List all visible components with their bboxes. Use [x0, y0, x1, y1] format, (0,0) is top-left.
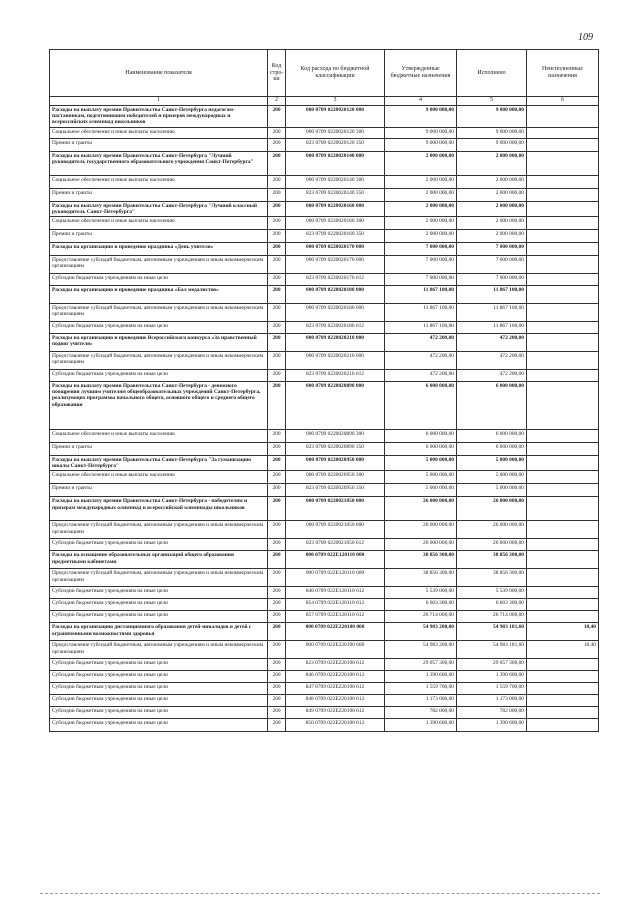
- row-name-cell: Премии и гранты: [50, 188, 268, 201]
- row-expense-code-cell: 848 0709 022E220100 612: [286, 695, 385, 707]
- row-executed-cell: 7 000 000,00: [457, 243, 527, 256]
- row-name-cell: Премии и гранты: [50, 138, 268, 151]
- row-unexecuted-cell: [527, 352, 599, 370]
- row-name-cell: Социальное обеспечение и иные выплаты населению: [50, 471, 268, 484]
- row-executed-cell: 782 000,00: [457, 707, 527, 719]
- row-executed-cell: 2 000 000,00: [457, 188, 527, 201]
- row-name-cell: Расходы на организацию и проведение праздника «Бал медалистов»: [50, 286, 268, 304]
- row-line-code-cell: 200: [268, 175, 286, 188]
- table-header-row: [50, 50, 599, 97]
- table-row: [50, 230, 599, 243]
- row-unexecuted-cell: [527, 611, 599, 623]
- row-approved-cell: 26 000 000,00: [385, 539, 457, 551]
- row-approved-cell: 2 000 000,00: [385, 217, 457, 230]
- row-expense-code-cell: 000 0709 0220020950 000: [286, 456, 385, 471]
- row-name-cell: Предоставление субсидий бюджетным, автономным учреждениям и иным некоммерческим организациям: [50, 256, 268, 274]
- row-unexecuted-cell: [527, 683, 599, 695]
- table-row: [50, 707, 599, 719]
- row-name-cell: Расходы на оснащение образовательных организаций общего образования предметными кабинетами: [50, 551, 268, 569]
- row-name-cell: Расходы на выплату премии Правительства Санкт-Петербурга "Лучший руководитель государственного образовательного учреждения Санкт-Петербурга": [50, 151, 268, 175]
- row-expense-code-cell: 847 0709 022E220100 612: [286, 683, 385, 695]
- row-unexecuted-cell: [527, 569, 599, 587]
- row-name-cell: Субсидии бюджетным учреждениям на иные цели: [50, 274, 268, 286]
- row-expense-code-cell: 000 0709 0220020140 300: [286, 175, 385, 188]
- row-expense-code-cell: 823 0709 0220020210 612: [286, 370, 385, 382]
- row-expense-code-cell: 823 0709 0220020160 350: [286, 230, 385, 243]
- table-row: [50, 471, 599, 484]
- row-approved-cell: 7 000 000,00: [385, 243, 457, 256]
- row-approved-cell: 9 000 000,00: [385, 127, 457, 138]
- row-approved-cell: 5 000 000,00: [385, 456, 457, 471]
- table-row: [50, 599, 599, 611]
- table-row: [50, 352, 599, 370]
- table-body: [50, 106, 599, 732]
- row-expense-code-cell: 000 0709 0220020890 300: [286, 430, 385, 443]
- row-executed-cell: 6 000 000,00: [457, 430, 527, 443]
- row-expense-code-cell: 000 0709 0220020950 300: [286, 471, 385, 484]
- row-executed-cell: 38 856 300,00: [457, 551, 527, 569]
- row-line-code-cell: 200: [268, 201, 286, 216]
- row-line-code-cell: 200: [268, 521, 286, 539]
- row-expense-code-cell: 000 0709 0220021050 000: [286, 497, 385, 521]
- row-approved-cell: 6 000 000,00: [385, 443, 457, 456]
- row-approved-cell: 11 867 100,00: [385, 304, 457, 322]
- table-row: [50, 382, 599, 430]
- header-approved: Утвержденные бюджетные назначения: [385, 50, 457, 97]
- column-number: 2: [268, 97, 286, 106]
- row-unexecuted-cell: [527, 322, 599, 334]
- page-bottom-edge: [40, 893, 600, 895]
- row-name-cell: Расходы на выплату премии Правительства Санкт-Петербурга - денежного поощрения лучшим учителям общеобразовательных учреждений Санкт-Петербурга, реализующих программы начального общего, основного общего и среднего общего образования: [50, 382, 268, 430]
- row-name-cell: Расходы на выплату премии Правительства Санкт-Петербурга - победителям и призерам международных олимпиад и всероссийской олимпиады школьников: [50, 497, 268, 521]
- row-expense-code-cell: 823 0709 0220020120 350: [286, 138, 385, 151]
- row-approved-cell: 7 000 000,00: [385, 274, 457, 286]
- header-line-code: Код стро-ки: [268, 50, 286, 97]
- row-line-code-cell: 200: [268, 443, 286, 456]
- row-unexecuted-cell: [527, 484, 599, 497]
- row-executed-cell: 38 856 300,00: [457, 569, 527, 587]
- row-approved-cell: 38 856 300,00: [385, 551, 457, 569]
- column-number: 1: [50, 97, 268, 106]
- row-name-cell: Расходы на организацию и проведение Всероссийского конкурса «За нравственный подвиг учителя»: [50, 334, 268, 352]
- row-executed-cell: 1 390 600,00: [457, 671, 527, 683]
- row-executed-cell: 2 000 000,00: [457, 175, 527, 188]
- row-executed-cell: 5 539 000,00: [457, 587, 527, 599]
- row-approved-cell: 782 000,00: [385, 707, 457, 719]
- table-row: [50, 551, 599, 569]
- row-unexecuted-cell: [527, 243, 599, 256]
- row-unexecuted-cell: [527, 138, 599, 151]
- row-executed-cell: 6 000 000,00: [457, 382, 527, 430]
- row-executed-cell: 472 200,00: [457, 352, 527, 370]
- table-row: [50, 623, 599, 641]
- row-line-code-cell: 200: [268, 587, 286, 599]
- row-name-cell: Предоставление субсидий бюджетным, автономным учреждениям и иным некоммерческим организациям: [50, 304, 268, 322]
- row-approved-cell: 7 000 000,00: [385, 256, 457, 274]
- row-unexecuted-cell: [527, 286, 599, 304]
- row-expense-code-cell: 000 0709 022E220100 600: [286, 641, 385, 659]
- column-number: 3: [286, 97, 385, 106]
- row-line-code-cell: 200: [268, 611, 286, 623]
- row-name-cell: Предоставление субсидий бюджетным, автономным учреждениям и иным некоммерческим организациям: [50, 352, 268, 370]
- row-approved-cell: 472 200,00: [385, 334, 457, 352]
- table-row: [50, 256, 599, 274]
- row-name-cell: Субсидии бюджетным учреждениям на иные цели: [50, 707, 268, 719]
- row-executed-cell: 2 000 000,00: [457, 151, 527, 175]
- table-row: [50, 587, 599, 599]
- row-approved-cell: 6 000 000,00: [385, 430, 457, 443]
- row-unexecuted-cell: [527, 456, 599, 471]
- row-executed-cell: 7 000 000,00: [457, 274, 527, 286]
- row-executed-cell: 1 390 600,00: [457, 719, 527, 732]
- row-executed-cell: 2 000 000,00: [457, 230, 527, 243]
- row-line-code-cell: 200: [268, 430, 286, 443]
- row-expense-code-cell: 000 0709 0220020120 000: [286, 106, 385, 128]
- table-row: [50, 127, 599, 138]
- row-unexecuted-cell: [527, 430, 599, 443]
- row-expense-code-cell: 823 0709 0220020170 612: [286, 274, 385, 286]
- row-name-cell: Премии и гранты: [50, 443, 268, 456]
- row-approved-cell: 2 000 000,00: [385, 151, 457, 175]
- row-approved-cell: 5 000 000,00: [385, 471, 457, 484]
- row-line-code-cell: 200: [268, 599, 286, 611]
- row-approved-cell: 6 000 000,00: [385, 382, 457, 430]
- column-number: 5: [457, 97, 527, 106]
- header-unexecuted: Неисполненные назначения: [527, 50, 599, 97]
- row-expense-code-cell: 000 0709 0220020160 000: [286, 201, 385, 216]
- row-name-cell: Субсидии бюджетным учреждениям на иные цели: [50, 671, 268, 683]
- row-unexecuted-cell: [527, 443, 599, 456]
- row-unexecuted-cell: [527, 659, 599, 671]
- row-expense-code-cell: 846 0709 022E220100 612: [286, 671, 385, 683]
- row-line-code-cell: 200: [268, 497, 286, 521]
- row-name-cell: Субсидии бюджетным учреждениям на иные цели: [50, 683, 268, 695]
- table-row: [50, 286, 599, 304]
- row-approved-cell: 2 000 000,00: [385, 201, 457, 216]
- row-line-code-cell: 200: [268, 138, 286, 151]
- row-executed-cell: 26 000 000,00: [457, 539, 527, 551]
- row-unexecuted-cell: [527, 370, 599, 382]
- table-row: [50, 334, 599, 352]
- row-expense-code-cell: 823 0709 0220020180 612: [286, 322, 385, 334]
- row-name-cell: Расходы на выплату премии Правительства Санкт-Петербурга "Лучший классный руководитель Санкт-Петербурга": [50, 201, 268, 216]
- row-approved-cell: 9 000 000,00: [385, 106, 457, 128]
- row-executed-cell: 11 867 100,00: [457, 304, 527, 322]
- row-line-code-cell: 200: [268, 230, 286, 243]
- row-executed-cell: 6 603 300,00: [457, 599, 527, 611]
- row-expense-code-cell: 000 0709 0220020890 000: [286, 382, 385, 430]
- row-unexecuted-cell: [527, 382, 599, 430]
- row-name-cell: Расходы на организацию и проведение праздника «День учителя»: [50, 243, 268, 256]
- row-executed-cell: 2 000 000,00: [457, 217, 527, 230]
- row-unexecuted-cell: [527, 334, 599, 352]
- row-name-cell: Субсидии бюджетным учреждениям на иные цели: [50, 719, 268, 732]
- row-line-code-cell: 200: [268, 539, 286, 551]
- row-unexecuted-cell: [527, 587, 599, 599]
- row-expense-code-cell: 000 0709 0220020170 600: [286, 256, 385, 274]
- row-line-code-cell: 200: [268, 352, 286, 370]
- column-number: 6: [527, 97, 599, 106]
- row-approved-cell: 1 390 600,00: [385, 719, 457, 732]
- row-approved-cell: 5 539 000,00: [385, 587, 457, 599]
- row-expense-code-cell: 000 0709 0220020180 600: [286, 304, 385, 322]
- row-name-cell: Предоставление субсидий бюджетным, автономным учреждениям и иным некоммерческим организациям: [50, 569, 268, 587]
- row-unexecuted-cell: [527, 471, 599, 484]
- row-line-code-cell: 200: [268, 274, 286, 286]
- row-line-code-cell: 200: [268, 707, 286, 719]
- row-line-code-cell: 200: [268, 127, 286, 138]
- table-row: [50, 175, 599, 188]
- header-executed: Исполнено: [457, 50, 527, 97]
- row-unexecuted-cell: 18,40: [527, 623, 599, 641]
- row-executed-cell: 29 057 300,00: [457, 659, 527, 671]
- table-row: [50, 430, 599, 443]
- row-name-cell: Социальное обеспечение и иные выплаты населению: [50, 430, 268, 443]
- table-row: [50, 322, 599, 334]
- row-expense-code-cell: 000 0709 0220020210 600: [286, 352, 385, 370]
- row-expense-code-cell: 823 0709 0220021050 612: [286, 539, 385, 551]
- row-line-code-cell: 200: [268, 256, 286, 274]
- row-line-code-cell: 200: [268, 695, 286, 707]
- row-expense-code-cell: 823 0709 0220020140 350: [286, 188, 385, 201]
- row-approved-cell: 38 856 300,00: [385, 569, 457, 587]
- row-executed-cell: 54 983 181,60: [457, 641, 527, 659]
- row-approved-cell: 29 057 300,00: [385, 659, 457, 671]
- row-line-code-cell: 200: [268, 188, 286, 201]
- row-expense-code-cell: 854 0709 022E120110 612: [286, 599, 385, 611]
- table-row: [50, 484, 599, 497]
- table-row: [50, 539, 599, 551]
- row-line-code-cell: 200: [268, 322, 286, 334]
- row-expense-code-cell: 823 0709 0220020950 350: [286, 484, 385, 497]
- row-approved-cell: 54 983 200,00: [385, 641, 457, 659]
- row-expense-code-cell: 823 0709 0220020890 350: [286, 443, 385, 456]
- row-line-code-cell: 200: [268, 471, 286, 484]
- table-row: [50, 188, 599, 201]
- row-expense-code-cell: 000 0709 0220020180 000: [286, 286, 385, 304]
- row-unexecuted-cell: [527, 230, 599, 243]
- row-line-code-cell: 200: [268, 106, 286, 128]
- row-name-cell: Расходы на организацию дистанционного образования детей-инвалидов и детей с ограниченными возможностями здоровья: [50, 623, 268, 641]
- row-name-cell: Расходы на выплату премии Правительства Санкт-Петербурга "За гуманизацию школы Санкт-Петербурга": [50, 456, 268, 471]
- row-expense-code-cell: 000 0709 0220020140 000: [286, 151, 385, 175]
- column-number: 4: [385, 97, 457, 106]
- row-unexecuted-cell: 18,40: [527, 641, 599, 659]
- row-expense-code-cell: 000 0709 0220021050 600: [286, 521, 385, 539]
- table-row: [50, 521, 599, 539]
- table-row: [50, 719, 599, 732]
- row-approved-cell: 54 983 200,00: [385, 623, 457, 641]
- row-line-code-cell: 200: [268, 569, 286, 587]
- row-unexecuted-cell: [527, 188, 599, 201]
- row-executed-cell: 26 000 000,00: [457, 497, 527, 521]
- row-unexecuted-cell: [527, 521, 599, 539]
- row-unexecuted-cell: [527, 719, 599, 732]
- table-row: [50, 611, 599, 623]
- row-executed-cell: 2 000 000,00: [457, 201, 527, 216]
- table-row: [50, 151, 599, 175]
- row-name-cell: Субсидии бюджетным учреждениям на иные цели: [50, 611, 268, 623]
- row-name-cell: Расходы на выплату премии Правительства Санкт-Петербурга педагогам-наставникам, подготовившим победителей и призеров международных и всероссийских олимпиад школьников: [50, 106, 268, 128]
- row-unexecuted-cell: [527, 497, 599, 521]
- row-executed-cell: 7 000 000,00: [457, 256, 527, 274]
- row-line-code-cell: 200: [268, 243, 286, 256]
- row-approved-cell: 1 173 000,00: [385, 695, 457, 707]
- row-executed-cell: 472 200,00: [457, 370, 527, 382]
- row-line-code-cell: 200: [268, 370, 286, 382]
- row-line-code-cell: 200: [268, 659, 286, 671]
- row-expense-code-cell: 000 0709 0220020170 000: [286, 243, 385, 256]
- row-name-cell: Премии и гранты: [50, 484, 268, 497]
- row-executed-cell: 9 000 000,00: [457, 138, 527, 151]
- table-row: [50, 683, 599, 695]
- row-name-cell: Субсидии бюджетным учреждениям на иные цели: [50, 370, 268, 382]
- row-name-cell: Социальное обеспечение и иные выплаты населению: [50, 127, 268, 138]
- table-row: [50, 201, 599, 216]
- table-row: [50, 456, 599, 471]
- row-expense-code-cell: 000 0709 022E120110 600: [286, 569, 385, 587]
- row-approved-cell: 11 867 100,00: [385, 286, 457, 304]
- row-unexecuted-cell: [527, 127, 599, 138]
- table-row: [50, 274, 599, 286]
- row-unexecuted-cell: [527, 551, 599, 569]
- table-row: [50, 443, 599, 456]
- row-approved-cell: 11 867 100,00: [385, 322, 457, 334]
- row-executed-cell: 6 000 000,00: [457, 443, 527, 456]
- table-row: [50, 497, 599, 521]
- table-row: [50, 695, 599, 707]
- table-row: [50, 659, 599, 671]
- row-unexecuted-cell: [527, 695, 599, 707]
- row-expense-code-cell: 849 0709 022E220100 612: [286, 707, 385, 719]
- row-line-code-cell: 200: [268, 151, 286, 175]
- row-name-cell: Субсидии бюджетным учреждениям на иные цели: [50, 695, 268, 707]
- row-approved-cell: 2 000 000,00: [385, 188, 457, 201]
- row-name-cell: Премии и гранты: [50, 230, 268, 243]
- row-name-cell: Субсидии бюджетным учреждениям на иные цели: [50, 659, 268, 671]
- row-name-cell: Предоставление субсидий бюджетным, автономным учреждениям и иным некоммерческим организациям: [50, 521, 268, 539]
- row-name-cell: Субсидии бюджетным учреждениям на иные цели: [50, 322, 268, 334]
- row-line-code-cell: 200: [268, 623, 286, 641]
- row-expense-code-cell: 000 0709 0220020210 000: [286, 334, 385, 352]
- table-row: [50, 138, 599, 151]
- row-unexecuted-cell: [527, 274, 599, 286]
- row-unexecuted-cell: [527, 707, 599, 719]
- table-row: [50, 641, 599, 659]
- budget-execution-table: [49, 49, 599, 732]
- header-expense-code: Код расхода по бюджетной классификации: [286, 50, 385, 97]
- row-approved-cell: 26 714 000,00: [385, 611, 457, 623]
- row-line-code-cell: 200: [268, 484, 286, 497]
- table-row: [50, 243, 599, 256]
- table-row: [50, 671, 599, 683]
- row-executed-cell: 5 000 000,00: [457, 471, 527, 484]
- table-row: [50, 217, 599, 230]
- row-expense-code-cell: 000 0709 022E220100 000: [286, 623, 385, 641]
- row-approved-cell: 2 000 000,00: [385, 230, 457, 243]
- row-unexecuted-cell: [527, 217, 599, 230]
- row-line-code-cell: 200: [268, 641, 286, 659]
- row-executed-cell: 472 200,00: [457, 334, 527, 352]
- column-number-row: [50, 97, 599, 106]
- row-unexecuted-cell: [527, 106, 599, 128]
- row-executed-cell: 11 867 100,00: [457, 322, 527, 334]
- row-line-code-cell: 200: [268, 334, 286, 352]
- row-expense-code-cell: 000 0709 0220020160 300: [286, 217, 385, 230]
- page-number: 109: [578, 32, 593, 43]
- row-unexecuted-cell: [527, 671, 599, 683]
- row-line-code-cell: 200: [268, 671, 286, 683]
- row-expense-code-cell: 857 0709 022E120110 612: [286, 611, 385, 623]
- row-line-code-cell: 200: [268, 286, 286, 304]
- row-executed-cell: 26 714 000,00: [457, 611, 527, 623]
- row-unexecuted-cell: [527, 151, 599, 175]
- row-line-code-cell: 200: [268, 683, 286, 695]
- row-name-cell: Субсидии бюджетным учреждениям на иные цели: [50, 539, 268, 551]
- row-name-cell: Субсидии бюджетным учреждениям на иные цели: [50, 587, 268, 599]
- row-approved-cell: 472 200,00: [385, 352, 457, 370]
- row-name-cell: Социальное обеспечение и иные выплаты населению: [50, 175, 268, 188]
- row-executed-cell: 11 867 100,00: [457, 286, 527, 304]
- row-approved-cell: 9 000 000,00: [385, 138, 457, 151]
- row-approved-cell: 5 000 000,00: [385, 484, 457, 497]
- row-executed-cell: 5 000 000,00: [457, 456, 527, 471]
- row-unexecuted-cell: [527, 539, 599, 551]
- row-line-code-cell: 200: [268, 551, 286, 569]
- row-approved-cell: 472 200,00: [385, 370, 457, 382]
- row-approved-cell: 26 000 000,00: [385, 521, 457, 539]
- row-executed-cell: 1 173 000,00: [457, 695, 527, 707]
- table-row: [50, 106, 599, 128]
- row-name-cell: Социальное обеспечение и иные выплаты населению: [50, 217, 268, 230]
- row-approved-cell: 2 000 000,00: [385, 175, 457, 188]
- row-executed-cell: 1 559 700,00: [457, 683, 527, 695]
- row-name-cell: Субсидии бюджетным учреждениям на иные цели: [50, 599, 268, 611]
- row-name-cell: Предоставление субсидий бюджетным, автономным учреждениям и иным некоммерческим организациям: [50, 641, 268, 659]
- row-expense-code-cell: 000 0709 0220020120 300: [286, 127, 385, 138]
- row-approved-cell: 1 559 700,00: [385, 683, 457, 695]
- row-approved-cell: 1 390 600,00: [385, 671, 457, 683]
- row-executed-cell: 9 000 000,00: [457, 106, 527, 128]
- row-expense-code-cell: 823 0709 022E220100 612: [286, 659, 385, 671]
- row-executed-cell: 54 983 181,60: [457, 623, 527, 641]
- table-row: [50, 304, 599, 322]
- table-row: [50, 370, 599, 382]
- row-line-code-cell: 200: [268, 719, 286, 732]
- row-unexecuted-cell: [527, 599, 599, 611]
- row-expense-code-cell: 000 0709 022E120110 000: [286, 551, 385, 569]
- row-executed-cell: 26 000 000,00: [457, 521, 527, 539]
- row-expense-code-cell: 846 0709 022E120110 612: [286, 587, 385, 599]
- table-row: [50, 569, 599, 587]
- row-unexecuted-cell: [527, 175, 599, 188]
- row-line-code-cell: 200: [268, 382, 286, 430]
- header-name: Наименование показателя: [50, 50, 268, 97]
- row-line-code-cell: 200: [268, 304, 286, 322]
- row-unexecuted-cell: [527, 304, 599, 322]
- row-line-code-cell: 200: [268, 217, 286, 230]
- row-approved-cell: 26 000 000,00: [385, 497, 457, 521]
- row-unexecuted-cell: [527, 201, 599, 216]
- row-line-code-cell: 200: [268, 456, 286, 471]
- row-executed-cell: 5 000 000,00: [457, 484, 527, 497]
- row-unexecuted-cell: [527, 256, 599, 274]
- row-expense-code-cell: 850 0709 022E220100 612: [286, 719, 385, 732]
- row-executed-cell: 9 000 000,00: [457, 127, 527, 138]
- row-approved-cell: 6 603 300,00: [385, 599, 457, 611]
